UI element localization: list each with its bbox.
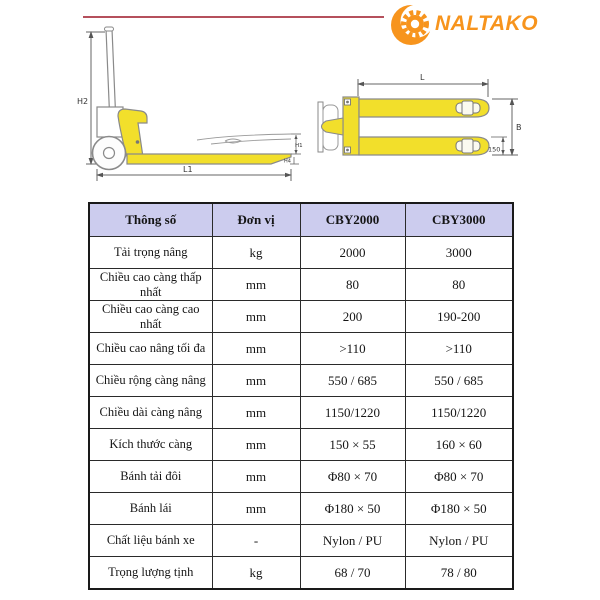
cell-cby3000: Nylon / PU [405,525,513,557]
cell-unit: mm [212,493,300,525]
spec-header-row [89,203,513,237]
cell-cby2000: 80 [300,269,405,301]
spec-table [88,202,514,590]
cell-unit: mm [212,429,300,461]
l-label: L [420,73,425,82]
cell-unit: - [212,525,300,557]
fork-raised-outline [197,134,291,144]
cell-cby2000: Φ80 × 70 [300,461,405,493]
table-row [89,301,513,333]
cell-cby3000: >110 [405,333,513,365]
cell-cby3000: 80 [405,269,513,301]
col-header-unit: Đơn vị [212,203,300,237]
l1-label: L1 [183,165,193,174]
carriage-top-view [343,97,359,155]
cell-param: Chất liệu bánh xe [89,525,212,557]
wheel-hub [104,148,115,159]
cell-cby2000: 68 / 70 [300,557,405,590]
gear-logo-icon [390,1,434,47]
table-row [89,525,513,557]
brand-name: NALTAKO [435,12,539,35]
b-label: B [516,123,522,132]
col-header-param: Thông số [89,203,212,237]
cell-param: Kích thước càng [89,429,212,461]
cell-cby3000: 190-200 [405,301,513,333]
bolt-dot [136,140,140,144]
table-row [89,365,513,397]
cell-cby3000: 160 × 60 [405,429,513,461]
cell-cby2000: Φ180 × 50 [300,493,405,525]
table-row [89,493,513,525]
l1-dimension-line [97,169,291,181]
h1-label: H1 [295,143,303,149]
cell-cby2000: 200 [300,301,405,333]
table-row [89,237,513,269]
cell-unit: mm [212,365,300,397]
cell-param: Chiều rộng càng nâng [89,365,212,397]
cell-unit: kg [212,237,300,269]
cell-cby2000: Nylon / PU [300,525,405,557]
fork-side [127,154,291,164]
cell-unit: mm [212,269,300,301]
cell-cby2000: 1150/1220 [300,397,405,429]
cell-param: Chiều cao càng thấp nhất [89,269,212,301]
cell-cby3000: 1150/1220 [405,397,513,429]
cell-cby2000: >110 [300,333,405,365]
cell-param: Tải trọng nâng [89,237,212,269]
pallet-truck-side-view-drawing [75,23,305,195]
cell-param: Bánh lái [89,493,212,525]
cell-unit: mm [212,397,300,429]
col-header-cby2000: CBY2000 [300,203,405,237]
handle-grip [105,27,114,31]
h2-label: H2 [77,97,89,106]
brand-logo [384,0,548,48]
cell-param: Chiều dài càng nâng [89,397,212,429]
cell-unit: mm [212,333,300,365]
cell-param: Chiều cao càng cao nhất [89,301,212,333]
table-row [89,429,513,461]
load-roller-top [456,101,480,115]
table-row [89,461,513,493]
cell-unit: mm [212,461,300,493]
cell-unit: mm [212,301,300,333]
fork-width-label: 150 [488,145,501,154]
table-row [89,269,513,301]
cell-param: Bánh tải đôi [89,461,212,493]
cell-cby2000: 150 × 55 [300,429,405,461]
cell-param: Chiều cao nâng tối đa [89,333,212,365]
cell-cby2000: 2000 [300,237,405,269]
table-row [89,397,513,429]
pallet-truck-top-view-drawing [305,55,535,177]
table-row [89,333,513,365]
cell-cby3000: 78 / 80 [405,557,513,590]
cell-cby2000: 550 / 685 [300,365,405,397]
load-roller-bottom [456,139,480,153]
cell-cby3000: 3000 [405,237,513,269]
cell-unit: kg [212,557,300,590]
table-row [89,557,513,590]
h4-label: H4 [284,158,291,165]
col-header-cby3000: CBY3000 [405,203,513,237]
cell-cby3000: 550 / 685 [405,365,513,397]
cell-cby3000: Φ80 × 70 [405,461,513,493]
cell-cby3000: Φ180 × 50 [405,493,513,525]
cell-param: Trọng lượng tịnh [89,557,212,590]
